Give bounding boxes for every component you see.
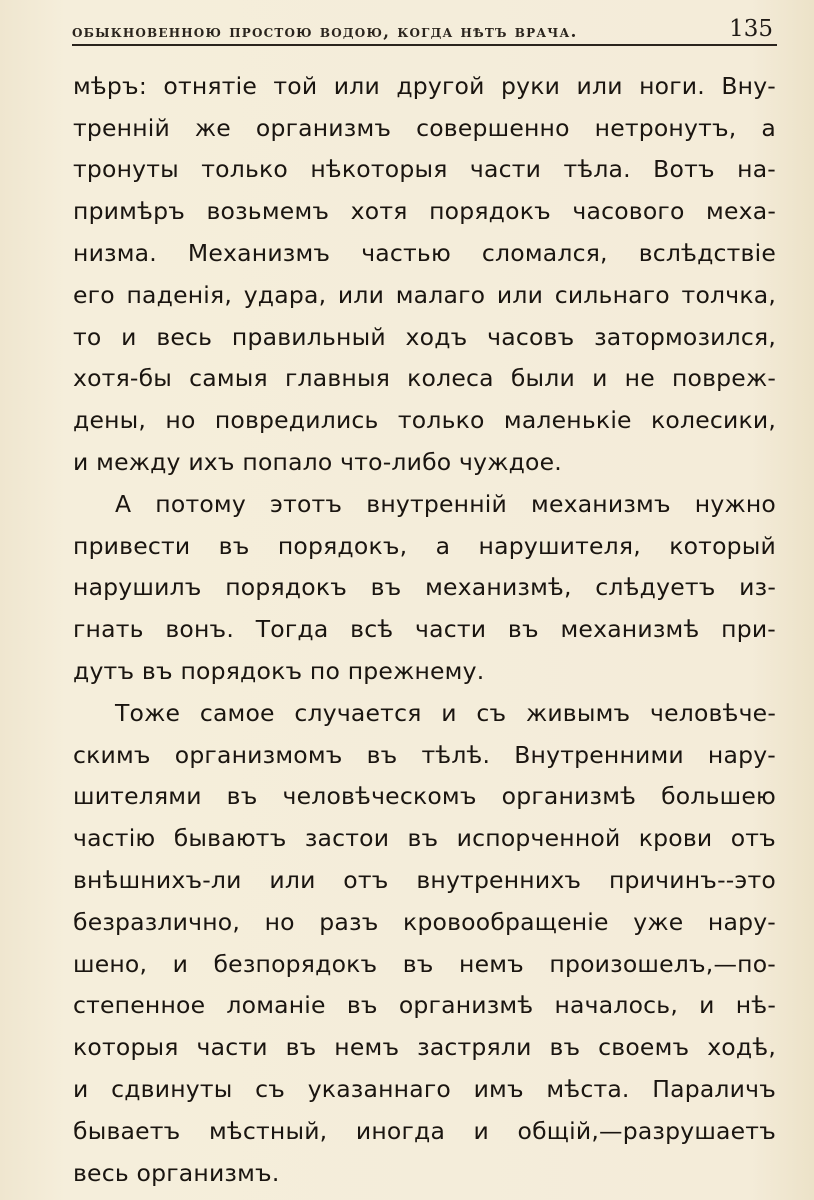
text-line (73, 190, 776, 232)
body-text (73, 65, 776, 1194)
text-line-content: примѣръ возьмемъ хотя порядокъ часового меха- (73, 197, 776, 226)
running-head (72, 10, 777, 46)
text-line (73, 608, 776, 650)
text-line-content: тронуты только нѣкоторыя части тѣла. Вотъ на- (73, 155, 776, 184)
text-line-content: шено, и безпорядокъ въ немъ произошелъ,—по- (73, 949, 776, 978)
text-line-content: мѣръ: отнятіе той или другой руки или ноги. Вну- (73, 71, 776, 100)
text-line (73, 1152, 776, 1194)
text-line (73, 358, 776, 400)
text-line-content: весь организмъ. (73, 1158, 280, 1187)
text-line (73, 316, 776, 358)
text-line (73, 65, 776, 107)
text-line (73, 1026, 776, 1068)
text-line-content: частію бываютъ застои въ испорченной крови отъ (73, 824, 776, 853)
text-line (73, 232, 776, 274)
text-line-content: и между ихъ попало что-либо чуждое. (73, 448, 562, 477)
text-line (73, 985, 776, 1027)
text-line (73, 567, 776, 609)
paragraph-first-line (73, 692, 776, 734)
text-line-content: его паденія, удара, или малаго или сильнаго толчка, (73, 280, 776, 309)
text-line-content: Тоже самое случается и съ живымъ человѣче- (115, 698, 776, 727)
text-line (73, 901, 776, 943)
text-line (73, 776, 776, 818)
text-line-content: бываетъ мѣстный, иногда и общій,—разрушаетъ (73, 1116, 776, 1145)
text-line-content: А потому этотъ внутренній механизмъ нужно (115, 489, 776, 518)
text-line (73, 399, 776, 441)
text-line (73, 817, 776, 859)
text-line (73, 525, 776, 567)
text-line-content: низма. Механизмъ частью сломался, вслѣдствіе (73, 239, 776, 268)
text-line-content: привести въ порядокъ, а нарушителя, который (73, 531, 776, 560)
paragraph-first-line (73, 483, 776, 525)
text-line-content: которыя части въ немъ застряли въ своемъ ходѣ, (73, 1033, 776, 1062)
text-line (73, 859, 776, 901)
text-line-content: и сдвинуты съ указаннаго имъ мѣста. Параличъ (73, 1075, 776, 1104)
text-line-content: дутъ въ порядокъ по прежнему. (73, 657, 485, 686)
text-line-content: дены, но повредились только маленькіе колесики, (73, 406, 776, 435)
text-line-content: то и весь правильный ходъ часовъ затормозился, (73, 322, 776, 351)
text-line-content: гнать вонъ. Тогда всѣ части въ механизмѣ при- (73, 615, 776, 644)
text-line (73, 734, 776, 776)
text-line-content: степенное ломаніе въ организмѣ началось, и нѣ- (73, 991, 776, 1020)
text-line (73, 1110, 776, 1152)
page-number: 135 (729, 16, 773, 42)
text-line (73, 1068, 776, 1110)
text-line-content: безразлично, но разъ кровообращеніе уже нару- (73, 907, 776, 936)
text-line (73, 943, 776, 985)
text-line-content: внѣшнихъ-ли или отъ внутреннихъ причинъ--это (73, 866, 776, 895)
text-line (73, 107, 776, 149)
text-line-content: нарушилъ порядокъ въ механизмѣ, слѣдуетъ из- (73, 573, 776, 602)
text-line-content: скимъ организмомъ въ тѣлѣ. Внутренними нару- (73, 740, 776, 769)
text-line-content: тренній же организмъ совершенно нетронутъ, а (73, 113, 776, 142)
text-line-content: шителями въ человѣческомъ организмѣ большею (73, 782, 776, 811)
running-title: обыкновенною простою водою, когда нѣтъ врача. (72, 22, 578, 42)
text-line (73, 441, 776, 483)
text-line (73, 274, 776, 316)
text-line (73, 650, 776, 692)
text-line (73, 149, 776, 191)
text-line-content: хотя-бы самыя главныя колеса были и не повреж- (73, 364, 776, 393)
